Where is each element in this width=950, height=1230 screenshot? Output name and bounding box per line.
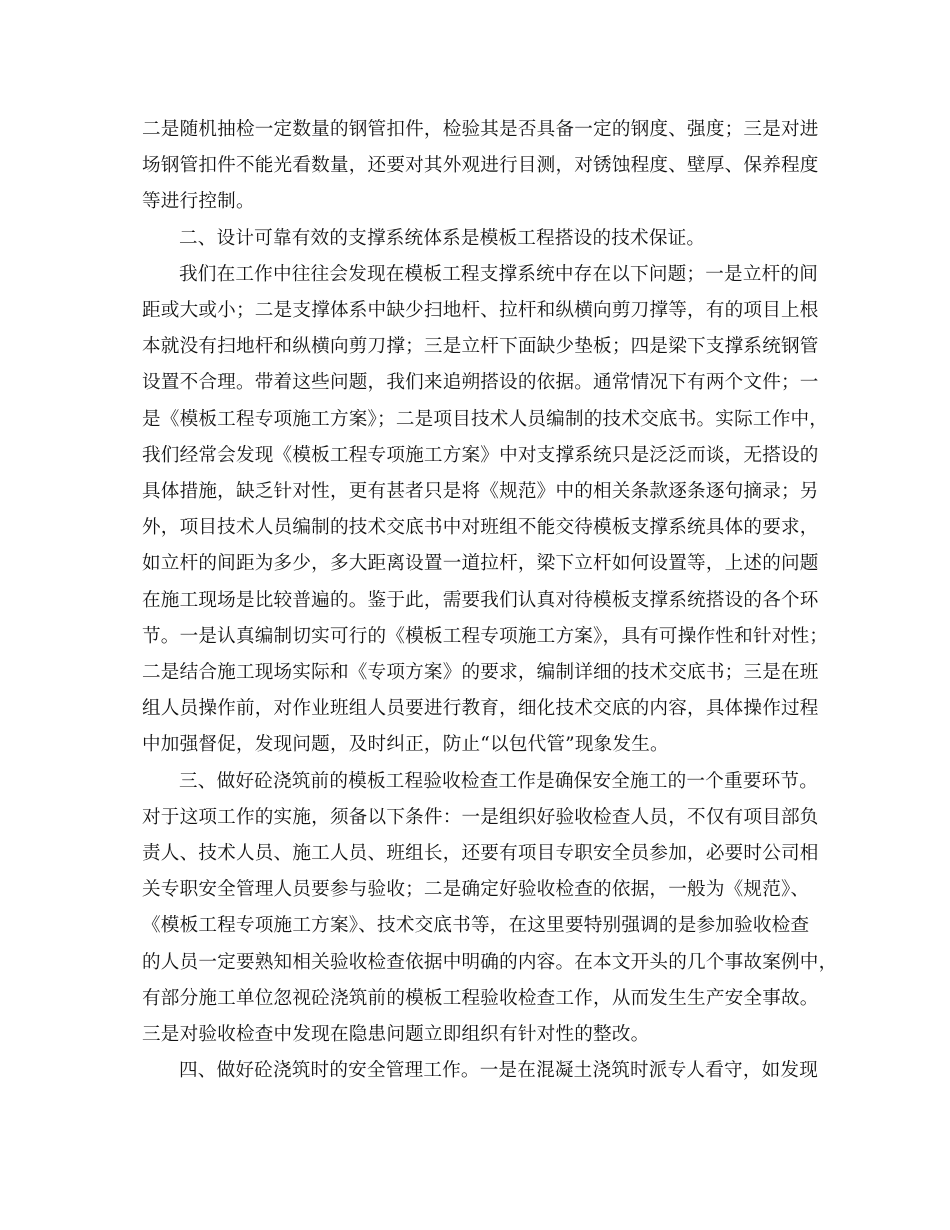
text-line: 组人员操作前，对作业班组人员要进行教育，细化技术交底的内容，具体操作过程 [142, 698, 819, 720]
text-line: 有部分施工单位忽视砼浇筑前的模板工程验收检查工作，从而发生生产安全事故。 [142, 987, 819, 1009]
text-line: 外，项目技术人员编制的技术交底书中对班组不能交待模板支撑系统具体的要求， [142, 517, 819, 539]
text-line: 二是结合施工现场实际和《专项方案》的要求，编制详细的技术交底书；三是在班 [142, 662, 819, 684]
text-line: 二、设计可靠有效的支撑系统体系是模板工程搭设的技术保证。 [179, 227, 706, 249]
text-line: 节。一是认真编制切实可行的《模板工程专项施工方案》，具有可操作性和针对性； [142, 625, 829, 647]
paragraph-inspection-before-pouring [142, 764, 838, 1054]
paragraph-safety-during-pouring [142, 1053, 818, 1089]
text-line: 等进行控制。 [142, 191, 255, 213]
text-line: 在施工现场是比较普遍的。鉴于此，需要我们认真对待模板支撑系统搭设的各个环 [142, 589, 819, 611]
document-body [142, 112, 838, 1089]
text-line: 中加强督促，发现问题，及时纠正，防止“以包代管”现象发生。 [142, 734, 669, 756]
text-line: 如立杆的间距为多少，多大距离设置一道拉杆，梁下立杆如何设置等，上述的问题 [142, 553, 819, 575]
text-line: 我们在工作中往往会发现在模板工程支撑系统中存在以下问题；一是立杆的间 [179, 263, 818, 285]
text-line: 场钢管扣件不能光看数量，还要对其外观进行目测，对锈蚀程度、壁厚、保养程度 [142, 155, 819, 177]
text-line: 责人、技术人员、施工人员、班组长，还要有项目专职安全员参加，必要时公司相 [142, 843, 819, 865]
text-line: 具体措施，缺乏针对性，更有甚者只是将《规范》中的相关条款逐条逐句摘录；另 [142, 481, 819, 503]
text-line: 距或大或小；二是支撑体系中缺少扫地杆、拉杆和纵横向剪刀撑等，有的项目上根 [142, 300, 819, 322]
text-line: 的人员一定要熟知相关验收检查依据中明确的内容。在本文开头的几个事故案例中， [142, 951, 838, 973]
text-line: 三是对验收检查中发现在隐患问题立即组织有针对性的整改。 [142, 1024, 650, 1046]
text-line: 对于这项工作的实施，须备以下条件：一是组织好验收检查人员，不仅有项目部负 [142, 806, 819, 828]
text-line: 二是随机抽检一定数量的钢管扣件，检验其是否具备一定的钢度、强度；三是对进 [142, 119, 819, 140]
text-line: 本就没有扫地杆和纵横向剪刀撑；三是立杆下面缺少垫板；四是梁下支撑系统钢管 [142, 336, 819, 358]
paragraph-support-system [142, 257, 829, 764]
section-heading-2 [142, 221, 814, 257]
text-line: 《模板工程专项施工方案》、技术交底书等，在这里要特别强调的是参加验收检查 [142, 915, 810, 937]
text-line: 是《模板工程专项施工方案》；二是项目技术人员编制的技术交底书。实际工作中， [142, 408, 829, 430]
text-line: 我们经常会发现《模板工程专项施工方案》中对支撑系统只是泛泛而谈，无搭设的 [142, 444, 819, 466]
paragraph-inspection-continued [142, 112, 819, 221]
text-line: 关专职安全管理人员要参与验收；二是确定好验收检查的依据，一般为《规范》、 [142, 879, 810, 901]
text-line: 设置不合理。带着这些问题，我们来追朔搭设的依据。通常情况下有两个文件；一 [142, 372, 819, 394]
text-line: 三、做好砼浇筑前的模板工程验收检查工作是确保安全施工的一个重要环节。 [179, 770, 818, 792]
text-line: 四、做好砼浇筑时的安全管理工作。一是在混凝土浇筑时派专人看守，如发现 [179, 1060, 818, 1082]
